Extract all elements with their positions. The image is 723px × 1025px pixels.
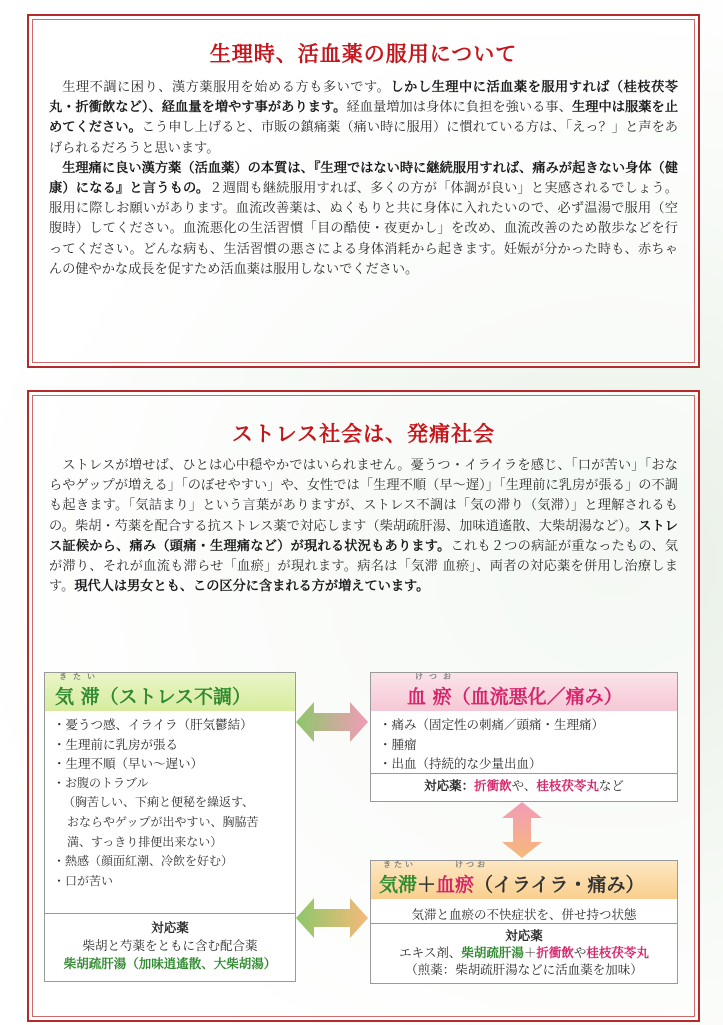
list-item: 満、すっきり排便出来ない） — [67, 834, 223, 849]
kitai-symptom-list — [53, 715, 289, 891]
combo-header — [371, 861, 677, 899]
ketsuo-remedy-med2: 桂枝茯苓丸 — [536, 778, 599, 793]
text-run: これも２つの病証が重なったもの、気が滞り、それが血流も滞らせ「血瘀」が現れます。病名は「気滞 血瘀」、両者の対応薬を併用し治療します。 — [49, 538, 678, 595]
ketsuo-box — [370, 672, 678, 802]
list-item: ・生理前に乳房が張る — [53, 736, 179, 752]
combo-description: 気滞と血瘀の不快症状を、併せ持つ状態 — [411, 907, 637, 922]
combo-title-plus: ＋ — [417, 874, 437, 896]
text-run-bold: ストレス証候から、痛み（頭痛・生理痛など）が現れる状況もあります。 — [49, 518, 678, 554]
text-run: 経血量増加は身体に負担を強いる事、 — [346, 100, 572, 116]
kitai-ruby: きたい — [59, 672, 101, 681]
list-item: ・痛み（固定性の刺痛／頭痛・生理痛） — [379, 717, 605, 732]
list-item: ・口が苦い — [53, 873, 114, 888]
kitai-remedy — [45, 913, 295, 981]
paragraph-2 — [49, 159, 678, 280]
ketsuo-remedy-end: など — [598, 778, 624, 793]
section-menstruation-frame — [27, 14, 700, 368]
list-item: ・生理不順（早い～遅い） — [53, 756, 204, 772]
list-item: ・腫瘤 — [379, 736, 417, 752]
combo-remedy-title: 対応薬 — [505, 928, 543, 943]
combo-remedy-plus: ＋ — [523, 945, 537, 960]
kitai-remedy-line2: 柴胡疏肝湯（加味逍遙散、大柴胡湯） — [63, 956, 277, 971]
text-run-bold: 生理痛に良い漢方薬（活血薬）の本質は、『生理ではない時に継続服用すれば、痛みが起きない身体（健康）になる』と言うもの。 — [49, 160, 678, 197]
list-item: ・熱感（顔面紅潮、冷飲を好む） — [53, 854, 234, 869]
text-run: こう申し上げると、市販の鎮痛薬（痛い時に服用）に慣れている方は、「えっ？」と声をあげられるだろうと思います。 — [49, 120, 678, 156]
kitai-remedy-title: 対応薬 — [151, 920, 189, 935]
text-run: ストレスが増せば、ひとは心中穏やかではいられません。憂うつ・イライラを感じ、「口が苦い」「おならやゲップが増える」「のぼせやすい」や、女性では「生理不順（早～遅）」「生理前に乳房が張る」の不調も起きます。「気詰まり」という言葉がありますが、ストレス不調は「気の滞り（気滞）」と理解されるもの。柴胡・芍薬を配合する抗ストレス薬で対応します（柴胡疏肝湯、加味逍遙散、大柴胡湯など）。 — [49, 458, 678, 534]
kitai-title-rest: （ストレス不調） — [99, 686, 252, 708]
list-item: おならやゲップが出やすい、胸脇苦 — [67, 814, 259, 829]
combo-box — [370, 860, 678, 984]
ketsuo-symptom-list — [379, 715, 671, 774]
section-stress-body — [49, 456, 678, 597]
combo-remedy-med1: 柴胡疏肝湯 — [461, 945, 524, 960]
list-item: （胸苦しい、下痢と便秘を繰返す、 — [63, 795, 255, 810]
combo-ruby-kitai: きたい — [383, 860, 416, 869]
ketsuo-header — [371, 673, 677, 711]
kitai-remedy-line1: 柴胡と芍薬をともに含む配合薬 — [82, 938, 258, 953]
section-stress-title: ストレス社会は、発痛社会 — [231, 422, 496, 446]
ketsuo-title-kanji: 血 瘀 — [407, 686, 452, 708]
combo-remedy-or: や — [573, 945, 587, 960]
text-run: ２週間も継続服用すれば、多くの方が「体調が良い」と実感されるでしょう。服用に際しお願いがあります。血流改善薬は、ぬくもりと共に身体に入れたいので、必ず温湯で服用（空腹時）してください。血流悪化の生活習慣「目の酷使・夜更かし」を改め、血流改善のため散歩などを行ってください。どんな病も、生活習慣の悪さによる身体消耗から起きます。妊娠が分かった時も、赤ちゃんの健やかな成長を促すため活血薬は服用しないでください。 — [49, 181, 678, 277]
ketsuo-ruby: けつお — [415, 672, 457, 681]
combo-remedy — [371, 923, 677, 983]
kitai-title-kanji: 気 滞 — [55, 686, 100, 708]
combo-title — [379, 870, 644, 897]
ketsuo-remedy-med1: 折衝飲 — [474, 778, 512, 793]
combo-ruby-ketsuo: けつお — [455, 860, 488, 869]
list-item: ・出血（持続的な少量出血） — [379, 756, 542, 772]
combo-title-rest: （イライラ・痛み） — [474, 874, 645, 896]
section-menstruation-body — [49, 78, 678, 280]
double-arrow-kitai-combo-icon — [296, 896, 368, 940]
combo-remedy-line2: （煎薬：柴胡疏肝湯などに活血薬を加味） — [405, 962, 643, 977]
list-item: ・憂うつ感、イライラ（肝気鬱結） — [53, 717, 253, 732]
text-run-bold: 現代人は男女とも、この区分に含まれる方が増えています。 — [74, 579, 430, 595]
ketsuo-title-rest: （血流悪化／痛み） — [451, 686, 623, 708]
ketsuo-remedy-mid: や、 — [511, 778, 537, 793]
ketsuo-title — [407, 682, 623, 709]
combo-remedy-med2: 折衝飲 — [536, 945, 574, 960]
kitai-header — [45, 673, 295, 711]
double-arrow-kitai-ketsuo-icon — [296, 700, 368, 744]
list-item: ・お腹のトラブル — [53, 775, 149, 790]
paragraph-1 — [49, 78, 678, 159]
text-run-bold: しかし生理中に活血薬を服用すれば（桂枝茯苓丸・折衝飲など）、経血量を増やす事があります。 — [49, 80, 678, 116]
text-run-bold: 生理中は服薬を止めてください。 — [49, 100, 679, 136]
paragraph-3 — [49, 456, 678, 597]
double-arrow-ketsuo-combo-icon — [500, 802, 544, 858]
kitai-box — [44, 672, 296, 982]
combo-remedy-line1 — [371, 944, 677, 961]
text-run: 生理不調に困り、漢方薬服用を始める方も多いです。 — [62, 80, 391, 95]
combo-remedy-med3: 桂枝茯苓丸 — [586, 945, 649, 960]
combo-remedy-pre: エキス剤、 — [399, 945, 462, 960]
combo-title-b: 血瘀 — [436, 874, 475, 896]
combo-title-a: 気滞 — [379, 874, 418, 896]
ketsuo-remedy-label: 対応薬： — [424, 778, 475, 793]
section-menstruation-title: 生理時、活血薬の服用について — [209, 42, 518, 66]
kitai-title — [55, 682, 251, 709]
ketsuo-remedy — [371, 773, 677, 801]
